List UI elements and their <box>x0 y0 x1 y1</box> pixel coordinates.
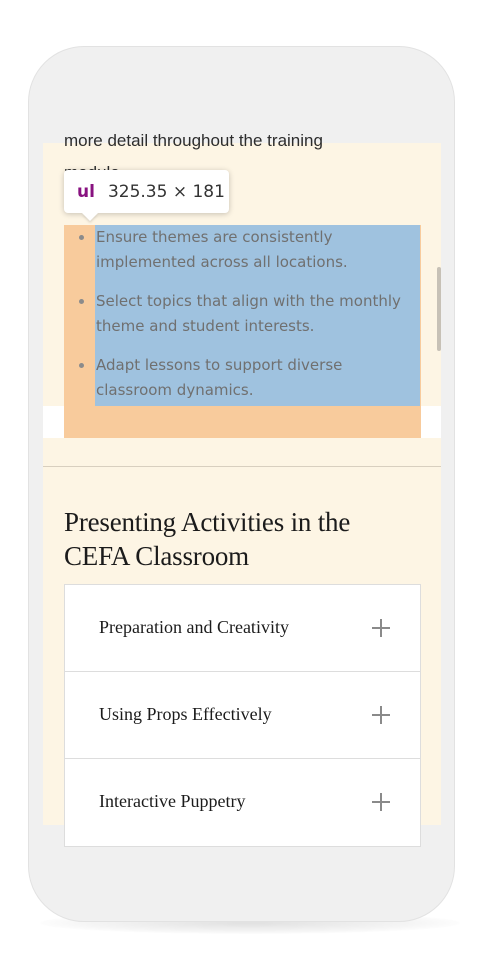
plus-icon[interactable] <box>372 619 390 637</box>
accordion-label: Interactive Puppetry <box>99 791 246 811</box>
accordion-label: Using Props Effectively <box>99 704 272 724</box>
plus-icon[interactable] <box>372 793 390 811</box>
list-item: Adapt lessons to support diverse classroom dynamics. <box>64 353 421 403</box>
scrollbar-thumb[interactable] <box>437 267 441 351</box>
accordion-item-preparation[interactable] <box>65 585 420 672</box>
bullet-icon <box>79 299 84 304</box>
section-title: Presenting Activities in the CEFA Classroom <box>64 507 351 571</box>
bullet-icon <box>79 235 84 240</box>
activities-accordion <box>64 584 421 847</box>
list-item: Select topics that align with the monthly theme and student interests. <box>64 289 421 339</box>
devtools-element-tooltip <box>64 170 229 213</box>
list-item: Ensure themes are consistently implemented across all locations. <box>64 225 421 275</box>
accordion-label: Preparation and Creativity <box>99 617 289 637</box>
section-divider <box>43 466 441 467</box>
page-viewport[interactable] <box>43 131 441 825</box>
tooltip-tag-name: ul <box>77 181 95 202</box>
accordion-item-props[interactable] <box>65 672 420 759</box>
theme-guidelines-list <box>64 225 421 403</box>
plus-icon[interactable] <box>372 706 390 724</box>
bullet-icon <box>79 363 84 368</box>
partial-paragraph-line: more detail throughout the training <box>64 131 323 150</box>
tooltip-dimensions: 325.35 × 181 <box>107 181 225 202</box>
accordion-item-puppetry[interactable] <box>65 759 420 846</box>
